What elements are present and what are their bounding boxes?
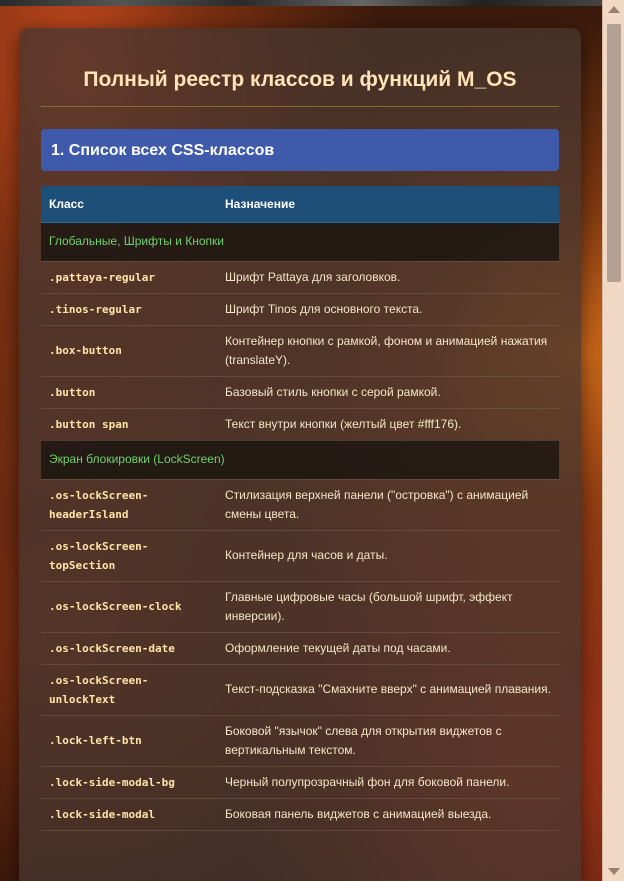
class-name: .button span <box>41 408 217 440</box>
column-header-class: Класс <box>41 186 217 222</box>
group-label: Экран блокировки (LockScreen) <box>41 440 559 479</box>
class-name: .lock-left-btn <box>41 715 217 766</box>
column-header-purpose: Назначение <box>217 186 559 222</box>
class-description: Шрифт Pattaya для заголовков. <box>217 261 559 293</box>
group-row-lockscreen <box>41 440 559 479</box>
class-description: Шрифт Tinos для основного текста. <box>217 293 559 325</box>
class-description: Оформление текущей даты под часами. <box>217 632 559 664</box>
class-name: .os-lockScreen-unlockText <box>41 664 217 715</box>
class-description: Контейнер для часов и даты. <box>217 530 559 581</box>
table-row <box>41 479 559 530</box>
class-name: .os-lockScreen-date <box>41 632 217 664</box>
class-name: .lock-side-modal <box>41 798 217 830</box>
table-row <box>41 293 559 325</box>
table-row <box>41 376 559 408</box>
class-name: .tinos-regular <box>41 293 217 325</box>
css-classes-table <box>41 186 559 831</box>
browser-tab-strip <box>0 0 602 6</box>
class-name: .os-lockScreen-clock <box>41 581 217 632</box>
class-description: Черный полупрозрачный фон для боковой панели. <box>217 766 559 798</box>
table-row <box>41 325 559 376</box>
class-name: .button <box>41 376 217 408</box>
class-name: .lock-side-modal-bg <box>41 766 217 798</box>
table-row <box>41 581 559 632</box>
scroll-down-arrow-icon[interactable] <box>608 868 620 875</box>
table-row <box>41 798 559 830</box>
class-name: .os-lockScreen-topSection <box>41 530 217 581</box>
class-description: Текст внутри кнопки (желтый цвет #fff176). <box>217 408 559 440</box>
section-heading: 1. Список всех CSS-классов <box>41 129 559 171</box>
vertical-scrollbar[interactable] <box>602 0 624 881</box>
class-description: Текст-подсказка "Смахните вверх" с анимацией плавания. <box>217 664 559 715</box>
table-row <box>41 632 559 664</box>
class-description: Боковой "язычок" слева для открытия виджетов с вертикальным текстом. <box>217 715 559 766</box>
content-panel <box>19 28 581 881</box>
scroll-thumb[interactable] <box>607 24 621 282</box>
class-description: Боковая панель виджетов с анимацией выезда. <box>217 798 559 830</box>
class-name: .pattaya-regular <box>41 261 217 293</box>
group-label: Глобальные, Шрифты и Кнопки <box>41 222 559 261</box>
class-description: Контейнер кнопки с рамкой, фоном и анимацией нажатия (translateY). <box>217 325 559 376</box>
page-title: Полный реестр классов и функций M_OS <box>41 28 559 107</box>
class-name: .os-lockScreen-headerIsland <box>41 479 217 530</box>
table-header-row <box>41 186 559 222</box>
class-name: .box-button <box>41 325 217 376</box>
class-description: Главные цифровые часы (большой шрифт, эффект инверсии). <box>217 581 559 632</box>
class-description: Базовый стиль кнопки с серой рамкой. <box>217 376 559 408</box>
scroll-up-arrow-icon[interactable] <box>608 6 620 13</box>
table-row <box>41 664 559 715</box>
class-description: Стилизация верхней панели ("островка") с анимацией смены цвета. <box>217 479 559 530</box>
group-row-global <box>41 222 559 261</box>
table-row <box>41 715 559 766</box>
table-row <box>41 408 559 440</box>
table-row <box>41 530 559 581</box>
table-row <box>41 766 559 798</box>
table-row <box>41 261 559 293</box>
